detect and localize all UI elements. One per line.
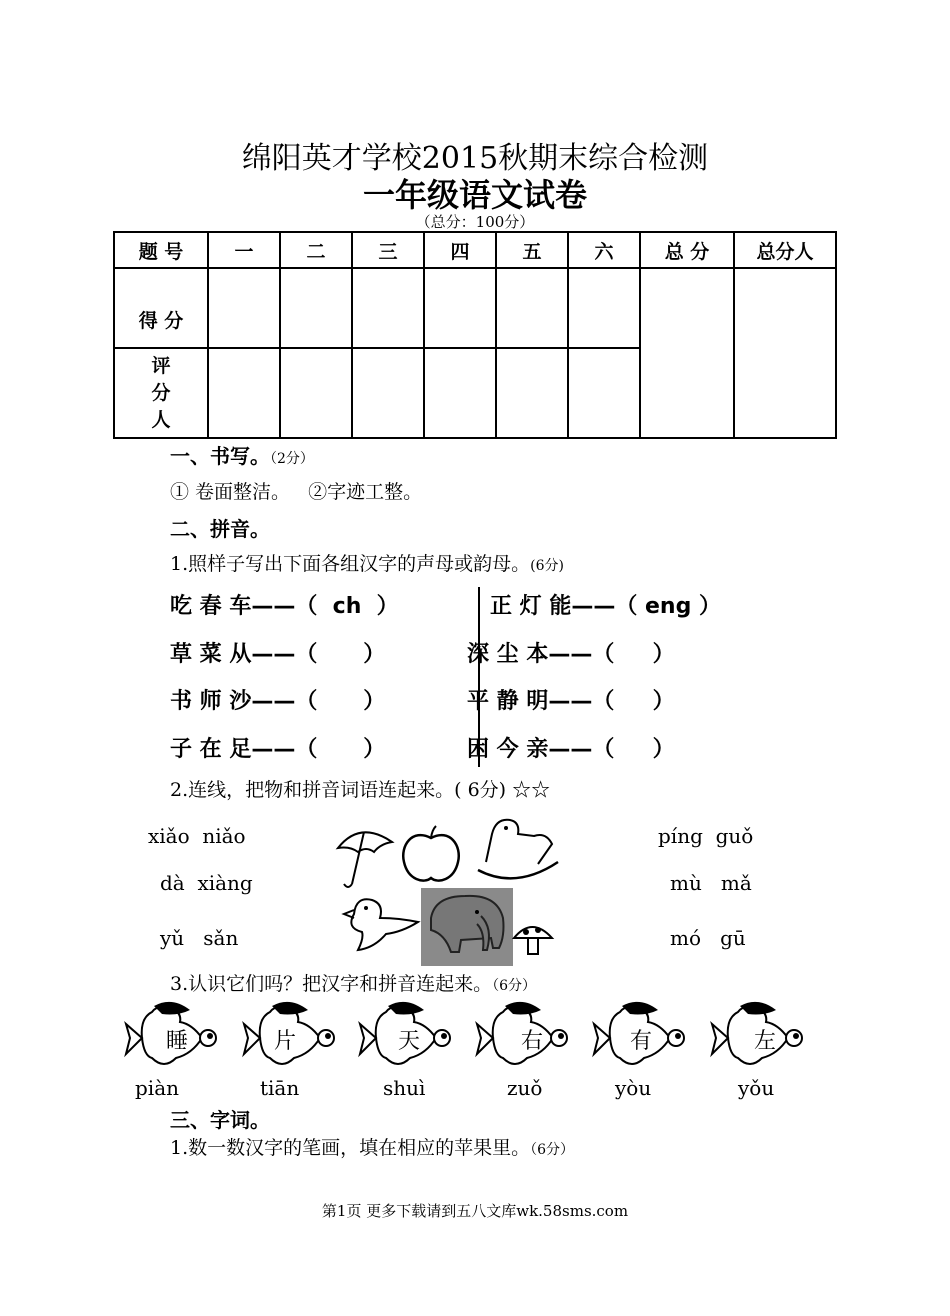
q3-points: （6分） [492, 978, 537, 994]
umbrella-icon[interactable] [330, 822, 400, 892]
exam-title: 绵阳英才学校2015秋期末综合检测 [241, 141, 709, 176]
fish-pinyin-3[interactable]: shuì [383, 1076, 426, 1100]
q2-right-2[interactable]: mù mǎ [670, 871, 752, 895]
header-cell: 总 分 [640, 232, 734, 268]
q2-text: 2.连线，把物和拼音词语连起来。( 6分) ☆☆ [170, 779, 551, 801]
q2-right-1[interactable]: píng guǒ [658, 824, 754, 848]
group-right-1 [490, 589, 721, 620]
group-answer[interactable]: ——（ ） [251, 737, 386, 762]
s3-q1-points: （6分） [530, 1142, 575, 1158]
fish-card-4[interactable] [473, 998, 573, 1082]
group-chars: 子 在 足 [170, 737, 252, 762]
group-left-2 [170, 637, 385, 668]
fish-pinyin-5[interactable]: yòu [615, 1076, 652, 1100]
rocking-horse-icon[interactable] [468, 810, 564, 888]
score-cell[interactable] [352, 268, 424, 348]
section1-heading: 一、书写。 [170, 444, 270, 468]
score-cell[interactable] [280, 268, 352, 348]
mushroom-icon[interactable] [510, 918, 556, 958]
elephant-icon[interactable] [421, 888, 513, 966]
score-cell[interactable] [496, 268, 568, 348]
section2-heading: 二、拼音。 [170, 517, 270, 541]
fish-char: 片 [274, 1029, 297, 1054]
fish-pinyin-6[interactable]: yǒu [738, 1076, 775, 1100]
group-left-3 [170, 684, 385, 715]
grader-cell[interactable] [568, 348, 640, 438]
group-left-1 [170, 589, 399, 620]
group-chars: 吃 春 车 [170, 594, 252, 619]
fish-char: 有 [630, 1029, 653, 1054]
total-grader-cell[interactable] [734, 268, 836, 438]
fish-char: 左 [754, 1029, 777, 1054]
fish-char: 天 [398, 1029, 421, 1054]
group-chars: 正 灯 能 [490, 594, 572, 619]
fish-pinyin-4[interactable]: zuǒ [507, 1076, 543, 1100]
s3-q1-text: 1.数一数汉字的笔画，填在相应的苹果里。 [170, 1137, 531, 1159]
group-answer[interactable]: ——（ ） [548, 737, 675, 762]
apple-icon[interactable] [398, 824, 464, 886]
total-score-cell[interactable] [640, 268, 734, 438]
fish-pinyin-2[interactable]: tiān [260, 1076, 300, 1100]
header-cell: 六 [568, 232, 640, 268]
grader-cell[interactable] [280, 348, 352, 438]
fish-char: 睡 [166, 1029, 189, 1054]
grader-cell[interactable] [424, 348, 496, 438]
q1-points: (6分) [530, 558, 564, 574]
score-cell[interactable] [208, 268, 280, 348]
group-chars: 深 尘 本 [467, 642, 549, 667]
fish-char: 右 [521, 1029, 544, 1054]
section1 [170, 440, 314, 469]
grader-cell[interactable] [208, 348, 280, 438]
header-cell: 总分人 [734, 232, 836, 268]
row-label-grader: 评分人 [151, 354, 171, 431]
grader-cell[interactable] [352, 348, 424, 438]
q2-left-3[interactable]: yǔ sǎn [160, 926, 239, 950]
total-score: （总分：100分） [415, 213, 535, 231]
fish-pinyin-1[interactable]: piàn [135, 1076, 180, 1100]
header-cell: 四 [424, 232, 496, 268]
group-answer[interactable]: ——（ ） [548, 642, 675, 667]
s3-q1-line [170, 1133, 574, 1160]
q3-text: 3.认识它们吗？把汉字和拼音连起来。 [170, 973, 493, 995]
fish-card-3[interactable] [356, 998, 456, 1082]
row-label-score: 得 分 [114, 268, 208, 348]
section1-points: （2分） [270, 451, 314, 467]
score-cell[interactable] [424, 268, 496, 348]
score-cell[interactable] [568, 268, 640, 348]
group-right-2 [467, 637, 675, 668]
fish-card-2[interactable] [240, 998, 340, 1082]
q2-left-1[interactable]: xiǎo niǎo [148, 824, 246, 848]
exam-subtitle: 一年级语文试卷 [362, 176, 587, 214]
section3-heading: 三、字词。 [170, 1108, 270, 1132]
group-chars: 平 静 明 [467, 689, 549, 714]
group-answer[interactable]: ——（ ） [251, 689, 386, 714]
group-answer[interactable]: ——（ ） [251, 642, 386, 667]
header-cell: 题 号 [114, 232, 208, 268]
fish-card-5[interactable] [590, 998, 690, 1082]
group-chars: 书 师 沙 [170, 689, 252, 714]
group-left-4 [170, 732, 385, 763]
header-cell: 二 [280, 232, 352, 268]
grader-cell[interactable] [496, 348, 568, 438]
fish-card-1[interactable] [122, 998, 222, 1082]
group-answer[interactable]: ——（ ch ） [251, 594, 399, 619]
q1-line [170, 549, 564, 576]
header-cell: 三 [352, 232, 424, 268]
header-cell: 一 [208, 232, 280, 268]
page-footer: 第1页 更多下载请到五八文库wk.58sms.com [321, 1202, 629, 1220]
group-answer[interactable]: ——（ ） [548, 689, 675, 714]
q3-line [170, 969, 536, 996]
q1-text: 1.照样子写出下面各组汉字的声母或韵母。 [170, 553, 531, 575]
group-right-3 [467, 684, 675, 715]
q2-right-3[interactable]: mó gū [670, 926, 746, 950]
section1-items: ① 卷面整洁。 ②字迹工整。 [170, 481, 423, 503]
bird-icon[interactable] [340, 888, 422, 960]
group-right-4 [467, 732, 675, 763]
score-table [113, 231, 837, 439]
group-answer[interactable]: ——（ eng ） [571, 594, 721, 619]
header-cell: 五 [496, 232, 568, 268]
group-chars: 困 今 亲 [467, 737, 549, 762]
group-chars: 草 菜 从 [170, 642, 252, 667]
fish-card-6[interactable] [708, 998, 808, 1082]
q2-left-2[interactable]: dà xiàng [160, 871, 253, 895]
